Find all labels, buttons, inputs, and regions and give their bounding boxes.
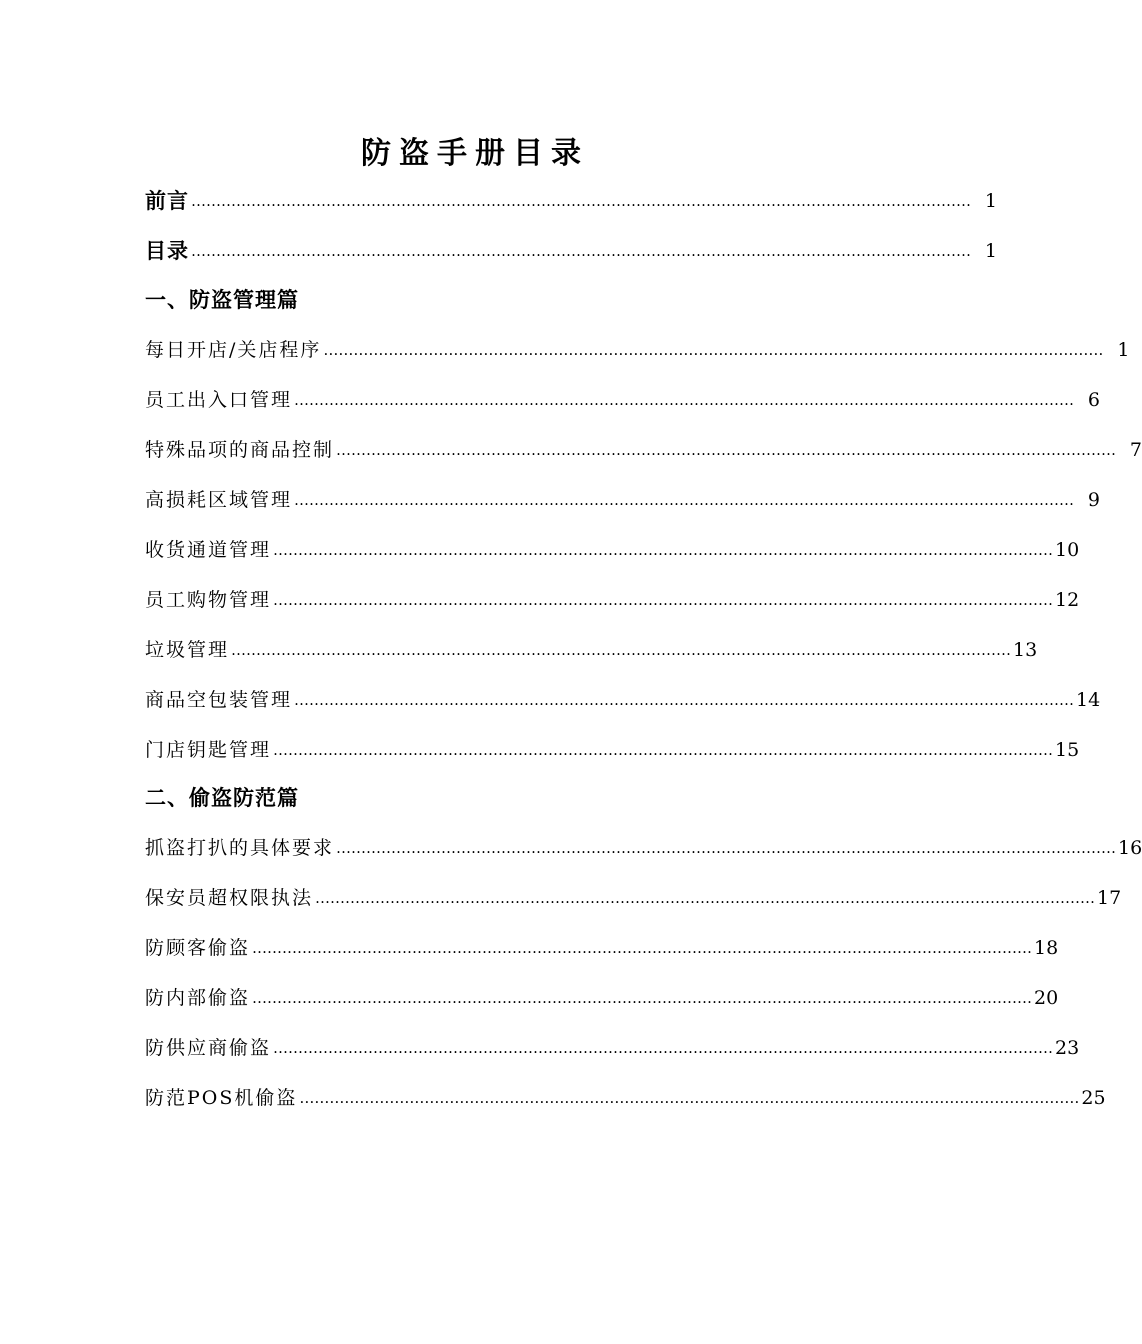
toc-entry [145,735,1080,765]
toc-page-number: 18 [1034,937,1059,959]
toc-entry-label: 收货通道管理 [145,539,272,561]
toc-entry-label: 防内部偷盗 [145,987,251,1009]
section-heading: 一、防盗管理篇 [145,287,299,312]
toc-page-number: 17 [1097,887,1122,909]
toc-entry [145,883,1122,913]
section-heading: 二、偷盗防范篇 [145,785,299,810]
toc-entry-label: 防供应商偷盗 [145,1037,272,1059]
toc-entry [145,933,1059,963]
toc-page-number: 10 [1055,539,1080,561]
dot-leader: ………………………………………………………………………………………………………………………………………… [273,1039,1054,1057]
toc-entry [145,1083,1106,1113]
toc-page-number: 6 [1087,389,1101,411]
toc-entry-label: 目录 [145,238,189,263]
toc-entry-label: 抓盗打扒的具体要求 [145,837,335,859]
dot-leader: ………………………………………………………………………………………………………………………………………… [294,491,1075,509]
toc-entry [145,1033,1080,1063]
dot-leader: ………………………………………………………………………………………………………………………………………… [315,889,1096,907]
toc-entry [145,983,1059,1013]
toc-entry-label: 垃圾管理 [145,639,230,661]
dot-leader: ………………………………………………………………………………………………………………………………………… [299,1089,1080,1107]
dot-leader: ………………………………………………………………………………………………………………………………………… [273,741,1054,759]
toc-entry-label: 员工购物管理 [145,589,272,611]
toc-entry-preface [145,186,997,216]
dot-leader: ………………………………………………………………………………………………………………………………………… [323,341,1104,359]
dot-leader: ………………………………………………………………………………………………………………………………………… [294,391,1075,409]
toc-page-number: 20 [1034,987,1059,1009]
toc-entry-label: 商品空包装管理 [145,689,293,711]
toc-page-number: 7 [1129,439,1142,461]
toc-entry [145,485,1101,515]
toc-entry-label: 前言 [145,188,189,213]
document-title: 防盗手册目录 [361,136,589,171]
dot-leader: ………………………………………………………………………………………………………………………………………… [336,441,1117,459]
toc-entry-label: 防顾客偷盗 [145,937,251,959]
toc-entry-label: 员工出入口管理 [145,389,293,411]
toc-page-number: 25 [1081,1087,1106,1109]
dot-leader: ………………………………………………………………………………………………………………………………………… [191,192,971,210]
toc-page-number: 16 [1118,837,1142,859]
toc-entry-contents [145,236,997,266]
toc-entry-label: 特殊品项的商品控制 [145,439,335,461]
dot-leader: ………………………………………………………………………………………………………………………………………… [294,691,1075,709]
toc-entry [145,585,1080,615]
dot-leader: ………………………………………………………………………………………………………………………………………… [273,541,1054,559]
dot-leader: ………………………………………………………………………………………………………………………………………… [252,939,1033,957]
toc-entry-label: 高损耗区域管理 [145,489,293,511]
dot-leader: ………………………………………………………………………………………………………………………………………… [336,839,1117,857]
toc-page-number: 12 [1055,589,1080,611]
toc-entry-label: 门店钥匙管理 [145,739,272,761]
dot-leader: ………………………………………………………………………………………………………………………………………… [191,242,971,260]
dot-leader: ………………………………………………………………………………………………………………………………………… [231,641,1012,659]
toc-entry [145,833,1142,863]
toc-entry [145,385,1101,415]
toc-page-number: 15 [1055,739,1080,761]
dot-leader: ………………………………………………………………………………………………………………………………………… [252,989,1033,1007]
toc-entry-label: 保安员超权限执法 [145,887,314,909]
toc-entry [145,535,1080,565]
toc-entry-label: 防范POS机偷盗 [145,1087,298,1109]
toc-page-number: 23 [1055,1037,1080,1059]
toc-entry [145,685,1101,715]
toc-entry [145,335,1130,365]
toc-page-number: 1 [984,240,997,262]
toc-page-number: 1 [1117,339,1130,361]
dot-leader: ………………………………………………………………………………………………………………………………………… [273,591,1054,609]
toc-page-number: 1 [984,190,997,212]
toc-page-number: 9 [1087,489,1101,511]
toc-entry-label: 每日开店/关店程序 [145,339,322,361]
toc-entry [145,635,1038,665]
toc-page-number: 13 [1013,639,1038,661]
toc-page-number: 14 [1076,689,1101,711]
toc-entry [145,435,1142,465]
